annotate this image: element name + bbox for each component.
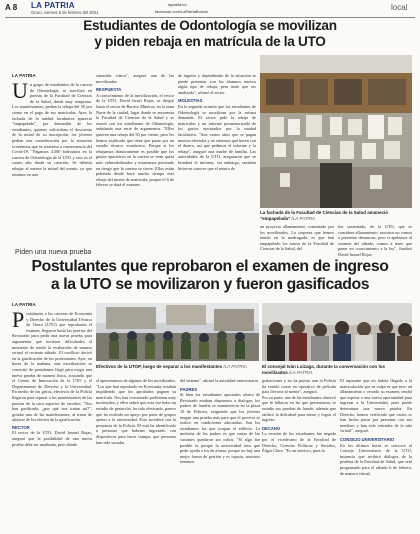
story1-headline-line1: Estudiantes de Odontología se movilizan [83,18,337,33]
story2-col4-p2: Por su parte, una de las estudiantes observó que le fallaron en las que presentaron, se estudio sus pruebas de fraude, además que ratificó la dificultad para entrar y lograr el ingreso. [262,394,336,423]
story1-col3-text: En la segunda ocasión que los estudiantes de Odontología se movilizan por la misma demanda. El sector pide la rebaja de matrículas y un informe pormenorizado de los gastos ejecutados por la unidad facultativa. "Son varios años que se pagan montos elevados y no sabemos qué hacen con el dinero, así que pedimos el informe y la rebaja", aseguró una madre de familia. Las autoridades de la UTO, aseguraron que se brindará el informe, sin embargo, también hicieron conocer que el monto de [178,103,257,171]
story2-headline [8,258,412,294]
story2-col4-text: La versión de los estudiantes fue negada por el vicedecano de la Facultad de Derecho, Ciencias Políticas y Sociales, Édgar Chire. "Es un servicio, pues la [262,431,336,454]
story1-drop-cap: U [12,78,28,103]
facebook-link[interactable]: facebook.com/LaPatriaBolivia [155,9,208,14]
story1-col1-text: n grupo de estudiantes de la carrera de Odontología, se movilizó en puertas de la Facultad de Ciencias de la Salud, desde muy temprano. Los manifestantes, pedían la rebaja del 50 por ciento en el pago de sus matrículas. Ayer, la fachada de la unidad facultativa apareció "empapelada", por demandas de los estudiantes, quienes solicitaban el descuento de la mitad de su inscripción, los jóvenes pedían una consideración por la situación económica que se atraviesa a consecuencia del Covid-19. "Pagamos 4.500 bolivianos en la carrera de Odontología de la UTO y esto es el cuarto año desde su creación. Se debería rebajar al menos la mitad del monto, ya que estamos en una [12,82,92,177]
story2-caption-left [96,364,259,370]
story2-drop-cap: P [12,307,25,332]
story2-col3-text: Si bien los estudiantes apostados afuera de Rectorado estaban dispuestos a dialogar, los padres de familia se mantuvieron en la plaza 10 de Febrero, exigiendo que los jóvenes tengan una prueba más para que el proceso se realice en condiciones adecuadas. Son los estudiantes los que ocupan el edificio. La molestia de los padres es que varias de las vacantes quedaron sin cubrir. "Si algo fue posible es porque la universidad tuvo que pedir ayuda a los de afuera, porque no hay una mejor forma de gestión y es injusto, nosotros tenemos [180,392,260,465]
story1-col3-lead: de ingreso y dependiendo de la situación se puede presentar con los alumnos nuevos algún tipo de rebaja, pero tiene que ser analizado", afirmó el rector. [178,73,256,95]
story2-column-5 [340,378,412,532]
story2-caption-right-text: El concejal Iván Luizaga, durante la conversación con los movilizados [262,364,386,375]
story2-col5-text: En los últimos horas se convocó al Consejo Universitario de la UTO, instancia que recibirá diálogos de la pruebas de la Facultad de Salud, que será programado para el sábado 6 de febrero, de manera virtual. [340,442,412,476]
story1-col2-lead: situación crítica", aseguró una de las movilizadas. [96,73,174,84]
story2-caption-right [262,364,412,375]
story2-headline-line1: Postulantes que reprobaron el examen de ingreso [31,258,389,275]
section-label: local [391,3,408,12]
website-link[interactable]: lapatria.bo [168,2,187,7]
story2-caption-left-text: Efectivos de la UTOP, luego de separar a los manifestantes [96,364,223,369]
story1-column-4: un proyecto allanamiento, comentado por los movilizados. Lo sorpresa que hemos tenido en la madrugada, es que han empapelado los muros de la Facultad de Ciencias de la Salud, del [260,224,334,252]
story2-col4-lead: grabaciones y no ha puesto aun la Policía ha venido como en operativo de película para llevarse al menor", aseguró. [262,378,336,395]
police-protest-illustration [96,303,259,361]
story1-byline: LA PATRIA [12,73,36,78]
faculty-facade-photo [260,55,412,208]
councilman-crowd-photo [262,303,412,361]
story1-caption-credit: /LA PATRIA [291,215,315,221]
story2-col1-tail: El rector de la UTO, David Ismael Rojas, aseguró que la posibilidad de una nueva prueba debe ser analizada, pero dónde [12,430,92,447]
story1-photo-caption [260,210,412,221]
page-number: A 8 [5,3,18,12]
story2-col1-text: ostulantes a las carreras de Economía y Derecho de la Universidad Técnica de Oruro (UTO) que reprobaron el examen, llegaron hasta las puertas del Rectorado para pedir una nueva prueba para argumentar que tuvieron dificultades al momento de rendir la evaluación de manera virtual el reciente sábado. El conflicto derivó en la gasificación de los protestantes. Ayer, en horas de la mañana, una movilización se convirtió de postulantes llegó para exigir una nueva prueba de manera física, acusando que el Centro de Innovación de la UTO y el Departamento de Derecho y la Universidad. En medio de los gritos, efectivos de la Policía llegaron para separar a los manifestantes de las puertas de la casa superior de estudios. "Nos han gasificado, ¿por qué nos tratan así?", gritaba una de las manifestantes, al tratar de alejarse de los efectos de la gasificación. [12,311,92,423]
story1-caption-text: La fachada de la Facultad de Ciencias de la Salud amaneció "empapelada" [260,210,389,221]
story2-column-4 [262,378,336,532]
story1-column-2 [96,73,174,244]
story2-subhead-decano: DECANO [262,425,281,431]
story2-headline-line2: a la UTO se movilizaron y fueron gasificados [50,276,370,293]
story2-col5-lead: El aspirante que no habría llegado a la matriculación por su culpa es que tuvo un allanamiento o cerrado su examen, tendrá que esperar a una nueva oportunidad para ingresar a la Universidad, pues puede determinar una nueva prueba. En Derecho, hemos verificado que varios se han hecho pasar por personas con sus nombres y han sido retirados de la sala virtual", aseguró. [340,378,412,434]
issue-date: Oruro, viernes 5 de febrero del 2021 [31,10,99,15]
story2-subhead-consejo: CONSEJO UNIVERSITARIO [340,436,395,442]
story1-column-3 [178,73,256,244]
story1-col2-text: A conocimiento de la movilización, el rector de la UTO, David Israel Rojas, se dirigió hasta el sector de Barrios Mineros, en la zona Norte de la ciudad, lugar donde se encuentra la Facultad de Ciencias de la Salud y se reunió con los estudiantes de Odontología, señalando una serie de argumentos. "Ellos quieren una rebaja del 50 por ciento, pero les hemos explicado que tiene que pasar por un estudio técnico económico. Porque si les rebajamos drásticamente es posible que los gastos operativos en la carrera se vean quizá más vulnerabilizados y estaríamos poniendo en riesgo que la carrera se cierre. Ellos están pidiendo desde hace mucho tiempo esta rebaja del monto de matrícula, porque el 6 de febrero se dará el examen [96,92,174,188]
story2-column-1 [12,307,92,532]
story1-subhead-molestias: MOLESTIAS [178,98,203,104]
story2-column-3 [180,378,260,532]
police-protest-photo [96,303,259,361]
story2-column-2: el apersonamos de algunos de los movilizados. "Los que han reprobado en Economía, estaban impidiendo que los aprobados paguen su matrícula. Nos han ocasionado problemas muy incómodos, y ellos saben que esta vez hubo un estudio de gestación, ha sido efectuado, parece que ha recibido un apoyo por parte de grupos ajenos a la universidad. Esto sucederá con la presencia de la Policía. El está ha identificado a personas que habrían ingresado con dispositivos para hacer trampa, que personas han sido sacadas [96,378,176,445]
story2-caption-left-credit: /LA PATRIA [223,364,247,369]
story2-subhead-padres: PADRES [180,386,198,392]
story1-column-1 [12,78,92,244]
faculty-facade-illustration [260,55,412,208]
story2-byline: LA PATRIA [12,302,36,307]
newspaper-brand: LA PATRIA [31,1,75,10]
story1-headline [20,18,400,49]
councilman-crowd-illustration [262,303,412,361]
story1-column-5: fue sustentado, de la UTO, que se considera allanamiento, nosotros no vamos a presentar denuncias, pero si apelamos al examen del sábado, vamos a tener que poner en conocimiento a la ley", finalizó David Ismael Rojas. [338,224,412,257]
story2-subhead-rector: RECTOR [12,424,30,430]
story1-subhead-respuesta: RESPUESTA [96,87,122,93]
story2-caption-right-credit: /LA PATRIA [289,369,313,375]
story1-headline-line2: y piden rebaja en matrícula de la UTO [94,33,326,49]
story2-col3-lead: del sistema", afirmó la autoridad universitaria. [180,378,259,383]
story2-kicker: Piden una nueva prueba [15,249,92,256]
